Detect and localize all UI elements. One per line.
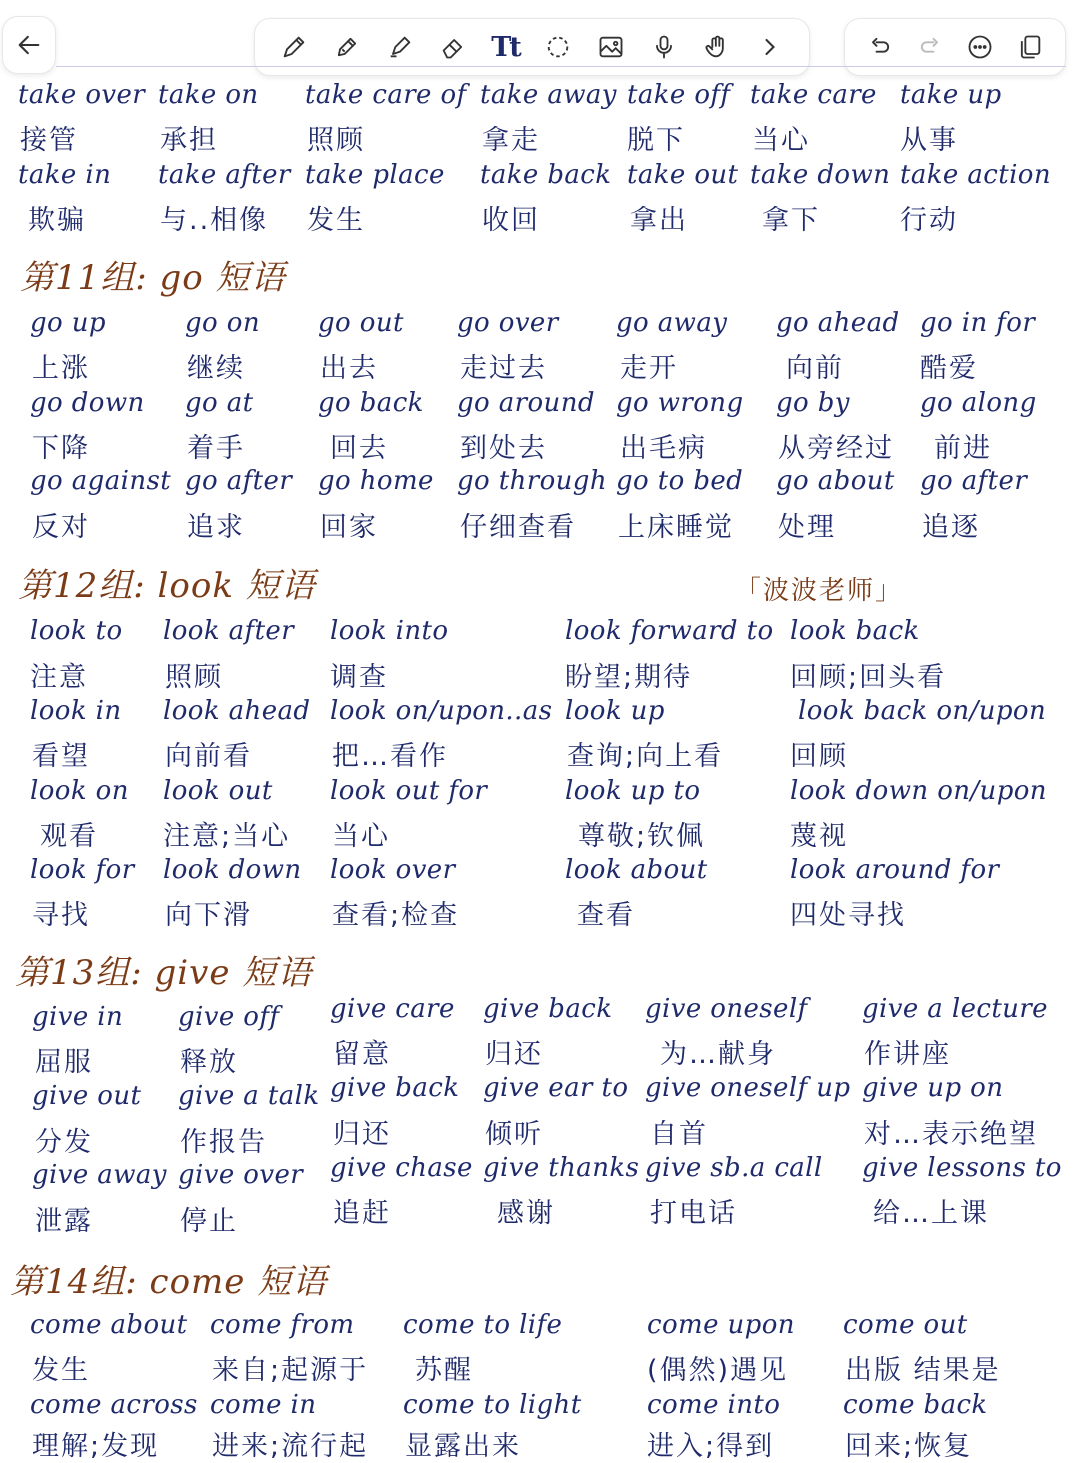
phrase-zh: 发生 xyxy=(307,205,365,236)
text-icon[interactable]: Tt xyxy=(491,31,520,63)
phrase-en: take on xyxy=(158,80,259,110)
phrase-zh: 着手 xyxy=(187,433,245,464)
page-top-line xyxy=(56,66,1066,67)
phrase-en: look about xyxy=(565,855,708,885)
phrase-en: look after xyxy=(163,616,295,646)
phrase-en: give in xyxy=(32,1002,124,1032)
phrase-en: come to light xyxy=(403,1390,582,1420)
phrase-zh: 上涨 xyxy=(32,353,90,384)
phrase-zh: 自首 xyxy=(650,1119,708,1150)
phrase-zh: 出毛病 xyxy=(620,433,707,464)
phrase-en: go to bed xyxy=(616,466,744,496)
phrase-en: look for xyxy=(30,855,135,885)
phrase-en: take out xyxy=(627,160,739,190)
phrase-zh: 尊敬;钦佩 xyxy=(578,821,706,852)
phrase-zh: 行动 xyxy=(900,205,958,236)
section-heading-look: 第12组: look 短语 xyxy=(18,566,316,606)
phrase-en: go on xyxy=(185,308,260,338)
phrase-en: go against xyxy=(30,466,172,496)
phrase-zh: 查看 xyxy=(577,900,635,931)
phrase-zh: 看望 xyxy=(32,741,90,772)
phrase-zh: 与..相像 xyxy=(160,205,269,236)
phrase-en: go by xyxy=(776,388,850,418)
phrase-en: come about xyxy=(30,1310,188,1340)
phrase-en: look up xyxy=(565,696,665,726)
phrase-zh: 拿下 xyxy=(762,205,820,236)
phrase-en: take care xyxy=(750,80,877,110)
eraser-icon[interactable] xyxy=(436,30,470,64)
phrase-en: go out xyxy=(318,308,404,338)
phrase-en: give out xyxy=(32,1081,142,1111)
phrase-zh: 发生 xyxy=(32,1355,90,1386)
phrase-zh: 为…献身 xyxy=(660,1039,776,1070)
phrase-zh: 停止 xyxy=(180,1206,238,1237)
phrase-zh: 倾听 xyxy=(485,1119,543,1150)
phrase-en: give off xyxy=(178,1002,280,1032)
phrase-zh: 脱下 xyxy=(627,125,685,156)
phrase-en: go up xyxy=(30,308,106,338)
phrase-zh: 回顾;回头看 xyxy=(790,662,947,693)
phrase-zh: 照顾 xyxy=(307,125,365,156)
phrase-zh: 出去 xyxy=(320,353,378,384)
phrase-en: look to xyxy=(30,616,123,646)
phrase-en: look back xyxy=(790,616,920,646)
back-button[interactable] xyxy=(2,16,56,74)
phrase-zh: (偶然)遇见 xyxy=(647,1355,789,1386)
phrase-zh: 仔细查看 xyxy=(460,512,576,543)
phrase-zh: 回去 xyxy=(330,433,388,464)
phrase-zh: 追赶 xyxy=(333,1198,391,1229)
phrase-zh: 酷爱 xyxy=(920,353,978,384)
phrase-en: come upon xyxy=(647,1310,795,1340)
toolbar xyxy=(0,0,1080,78)
phrase-zh: 出版 结果是 xyxy=(845,1355,1001,1386)
phrase-zh: 走过去 xyxy=(460,353,547,384)
phrase-zh: 泄露 xyxy=(35,1206,93,1237)
phrase-en: look on/upon..as xyxy=(330,696,553,726)
phrase-en: take over xyxy=(18,80,146,110)
phrase-zh: 屈服 xyxy=(35,1047,93,1078)
phrase-zh: 追求 xyxy=(187,512,245,543)
phrase-zh: 归还 xyxy=(333,1119,391,1150)
phrase-zh: 进来;流行起 xyxy=(212,1431,369,1462)
phrase-en: look back on/upon xyxy=(798,696,1047,726)
phrase-en: take after xyxy=(158,160,291,190)
phrase-en: go along xyxy=(920,388,1037,418)
phrase-en: look into xyxy=(330,616,449,646)
phrase-en: take in xyxy=(18,160,112,190)
microphone-icon[interactable] xyxy=(647,30,681,64)
phrase-zh: 到处去 xyxy=(460,433,547,464)
phrase-zh: 当心 xyxy=(332,821,390,852)
phrase-zh: 给…上课 xyxy=(873,1198,989,1229)
phrase-en: give lessons to xyxy=(862,1153,1062,1183)
image-icon[interactable] xyxy=(594,30,628,64)
phrase-en: take place xyxy=(305,160,445,190)
section-heading-go: 第11组: go 短语 xyxy=(20,258,286,298)
phrase-zh: 欺骗 xyxy=(28,205,86,236)
phrase-zh: 照顾 xyxy=(165,662,223,693)
phrase-en: look down xyxy=(163,855,302,885)
phrase-zh: 向前看 xyxy=(165,741,252,772)
phrase-en: give over xyxy=(178,1160,304,1190)
phrase-en: give thanks xyxy=(483,1153,640,1183)
phrase-en: go in for xyxy=(920,308,1036,338)
phrase-en: go home xyxy=(318,466,434,496)
phrase-zh: 向前 xyxy=(786,353,844,384)
phrase-en: take care of xyxy=(305,80,467,110)
phrase-zh: 追逐 xyxy=(922,512,980,543)
pen-icon[interactable] xyxy=(277,30,311,64)
phrase-en: look on xyxy=(30,776,129,806)
chevron-right-icon[interactable] xyxy=(753,30,787,64)
phrase-zh: 处理 xyxy=(778,512,836,543)
phrase-en: go through xyxy=(457,466,607,496)
phrase-zh: 回顾 xyxy=(790,741,848,772)
phrase-zh: 分发 xyxy=(35,1127,93,1158)
undo-icon[interactable] xyxy=(863,30,897,64)
redo-icon[interactable] xyxy=(913,30,947,64)
phrase-zh: 回来;恢复 xyxy=(845,1431,973,1462)
phrase-en: give oneself xyxy=(645,994,808,1024)
marker-icon[interactable] xyxy=(330,30,364,64)
phrase-zh: 从旁经过 xyxy=(778,433,894,464)
phrase-en: take off xyxy=(627,80,731,110)
phrase-zh: 蔑视 xyxy=(790,821,848,852)
phrase-zh: 注意;当心 xyxy=(163,821,291,852)
phrase-zh: 拿出 xyxy=(630,205,688,236)
phrase-en: give back xyxy=(330,1073,460,1103)
page-actions xyxy=(844,18,1066,76)
phrase-en: go about xyxy=(776,466,895,496)
phrase-en: come across xyxy=(30,1390,198,1420)
phrase-en: give a talk xyxy=(178,1081,320,1111)
phrase-en: go around xyxy=(457,388,595,418)
phrase-en: come in xyxy=(210,1390,317,1420)
phrase-zh: 调查 xyxy=(330,662,388,693)
phrase-en: take down xyxy=(750,160,891,190)
phrase-zh: 理解;发现 xyxy=(32,1431,160,1462)
phrase-zh: 上床睡觉 xyxy=(618,512,734,543)
hand-icon[interactable] xyxy=(700,30,734,64)
phrase-en: go ahead xyxy=(776,308,900,338)
phrase-en: look up to xyxy=(565,776,701,806)
phrase-zh: 走开 xyxy=(620,353,678,384)
phrase-en: go at xyxy=(185,388,254,418)
phrase-zh: 反对 xyxy=(32,512,90,543)
phrase-en: give back xyxy=(483,994,613,1024)
phrase-zh: 归还 xyxy=(485,1039,543,1070)
section-heading-give: 第13组: give 短语 xyxy=(15,953,313,993)
author-tag: 「波波老师」 xyxy=(735,576,904,606)
phrase-en: look in xyxy=(30,696,122,726)
phrase-en: give ear to xyxy=(483,1073,629,1103)
phrase-zh: 回家 xyxy=(320,512,378,543)
phrase-en: give up on xyxy=(862,1073,1004,1103)
phrase-zh: 释放 xyxy=(180,1047,238,1078)
phrase-en: give chase xyxy=(330,1153,473,1183)
phrase-zh: 对…表示绝望 xyxy=(864,1119,1038,1150)
phrase-en: come back xyxy=(843,1390,988,1420)
phrase-zh: 查看;检查 xyxy=(332,900,460,931)
phrase-zh: 盼望;期待 xyxy=(565,662,693,693)
phrase-en: go after xyxy=(185,466,293,496)
phrase-zh: 四处寻找 xyxy=(790,900,906,931)
phrase-en: look out xyxy=(163,776,273,806)
phrase-en: take action xyxy=(900,160,1051,190)
phrase-zh: 作报告 xyxy=(180,1127,267,1158)
phrase-en: come out xyxy=(843,1310,968,1340)
phrase-en: look ahead xyxy=(163,696,311,726)
phrase-en: go wrong xyxy=(616,388,744,418)
phrase-zh: 拿走 xyxy=(482,125,540,156)
lasso-icon[interactable] xyxy=(541,30,575,64)
phrase-zh: 打电话 xyxy=(650,1198,737,1229)
drawing-tools xyxy=(254,18,810,76)
back-arrow-icon[interactable] xyxy=(12,28,46,62)
phrase-zh: 承担 xyxy=(160,125,218,156)
phrase-zh: 接管 xyxy=(20,125,78,156)
phrase-zh: 苏醒 xyxy=(415,1355,473,1386)
phrase-en: give oneself up xyxy=(645,1073,851,1103)
phrase-en: give care xyxy=(330,994,455,1024)
phrase-en: go after xyxy=(920,466,1028,496)
phrase-zh: 进入;得到 xyxy=(647,1431,775,1462)
phrase-zh: 观看 xyxy=(40,821,98,852)
phrase-zh: 收回 xyxy=(482,205,540,236)
phrase-zh: 继续 xyxy=(187,353,245,384)
phrase-en: go back xyxy=(318,388,424,418)
phrase-en: look out for xyxy=(330,776,488,806)
phrase-en: look around for xyxy=(790,855,1000,885)
phrase-en: give a lecture xyxy=(862,994,1048,1024)
phrase-zh: 向下滑 xyxy=(165,900,252,931)
phrase-en: give sb.a call xyxy=(645,1153,823,1183)
highlighter-icon[interactable] xyxy=(383,30,417,64)
phrase-en: come into xyxy=(647,1390,781,1420)
phrase-zh: 显露出来 xyxy=(405,1431,521,1462)
phrase-zh: 感谢 xyxy=(497,1198,555,1229)
phrase-zh: 查询;向上看 xyxy=(567,741,724,772)
phrase-en: take away xyxy=(480,80,617,110)
phrase-en: take up xyxy=(900,80,1002,110)
section-heading-come: 第14组: come 短语 xyxy=(10,1262,328,1302)
phrase-en: look over xyxy=(330,855,456,885)
phrase-zh: 把…看作 xyxy=(332,741,448,772)
more-icon[interactable] xyxy=(963,30,997,64)
phrase-en: come to life xyxy=(403,1310,563,1340)
phrase-en: look forward to xyxy=(565,616,774,646)
phrase-en: go away xyxy=(616,308,728,338)
phrase-en: give away xyxy=(32,1160,167,1190)
phrase-en: look down on/upon xyxy=(790,776,1047,806)
phrase-zh: 从事 xyxy=(900,125,958,156)
phrase-zh: 留意 xyxy=(333,1039,391,1070)
phrase-zh: 下降 xyxy=(32,433,90,464)
pages-icon[interactable] xyxy=(1013,30,1047,64)
phrase-zh: 注意 xyxy=(30,662,88,693)
phrase-zh: 前进 xyxy=(934,433,992,464)
phrase-en: take back xyxy=(480,160,612,190)
phrase-en: go over xyxy=(457,308,559,338)
phrase-en: come from xyxy=(210,1310,355,1340)
phrase-zh: 寻找 xyxy=(32,900,90,931)
phrase-zh: 作讲座 xyxy=(864,1039,951,1070)
phrase-en: go down xyxy=(30,388,145,418)
phrase-zh: 当心 xyxy=(752,125,810,156)
phrase-zh: 来自;起源于 xyxy=(212,1355,369,1386)
